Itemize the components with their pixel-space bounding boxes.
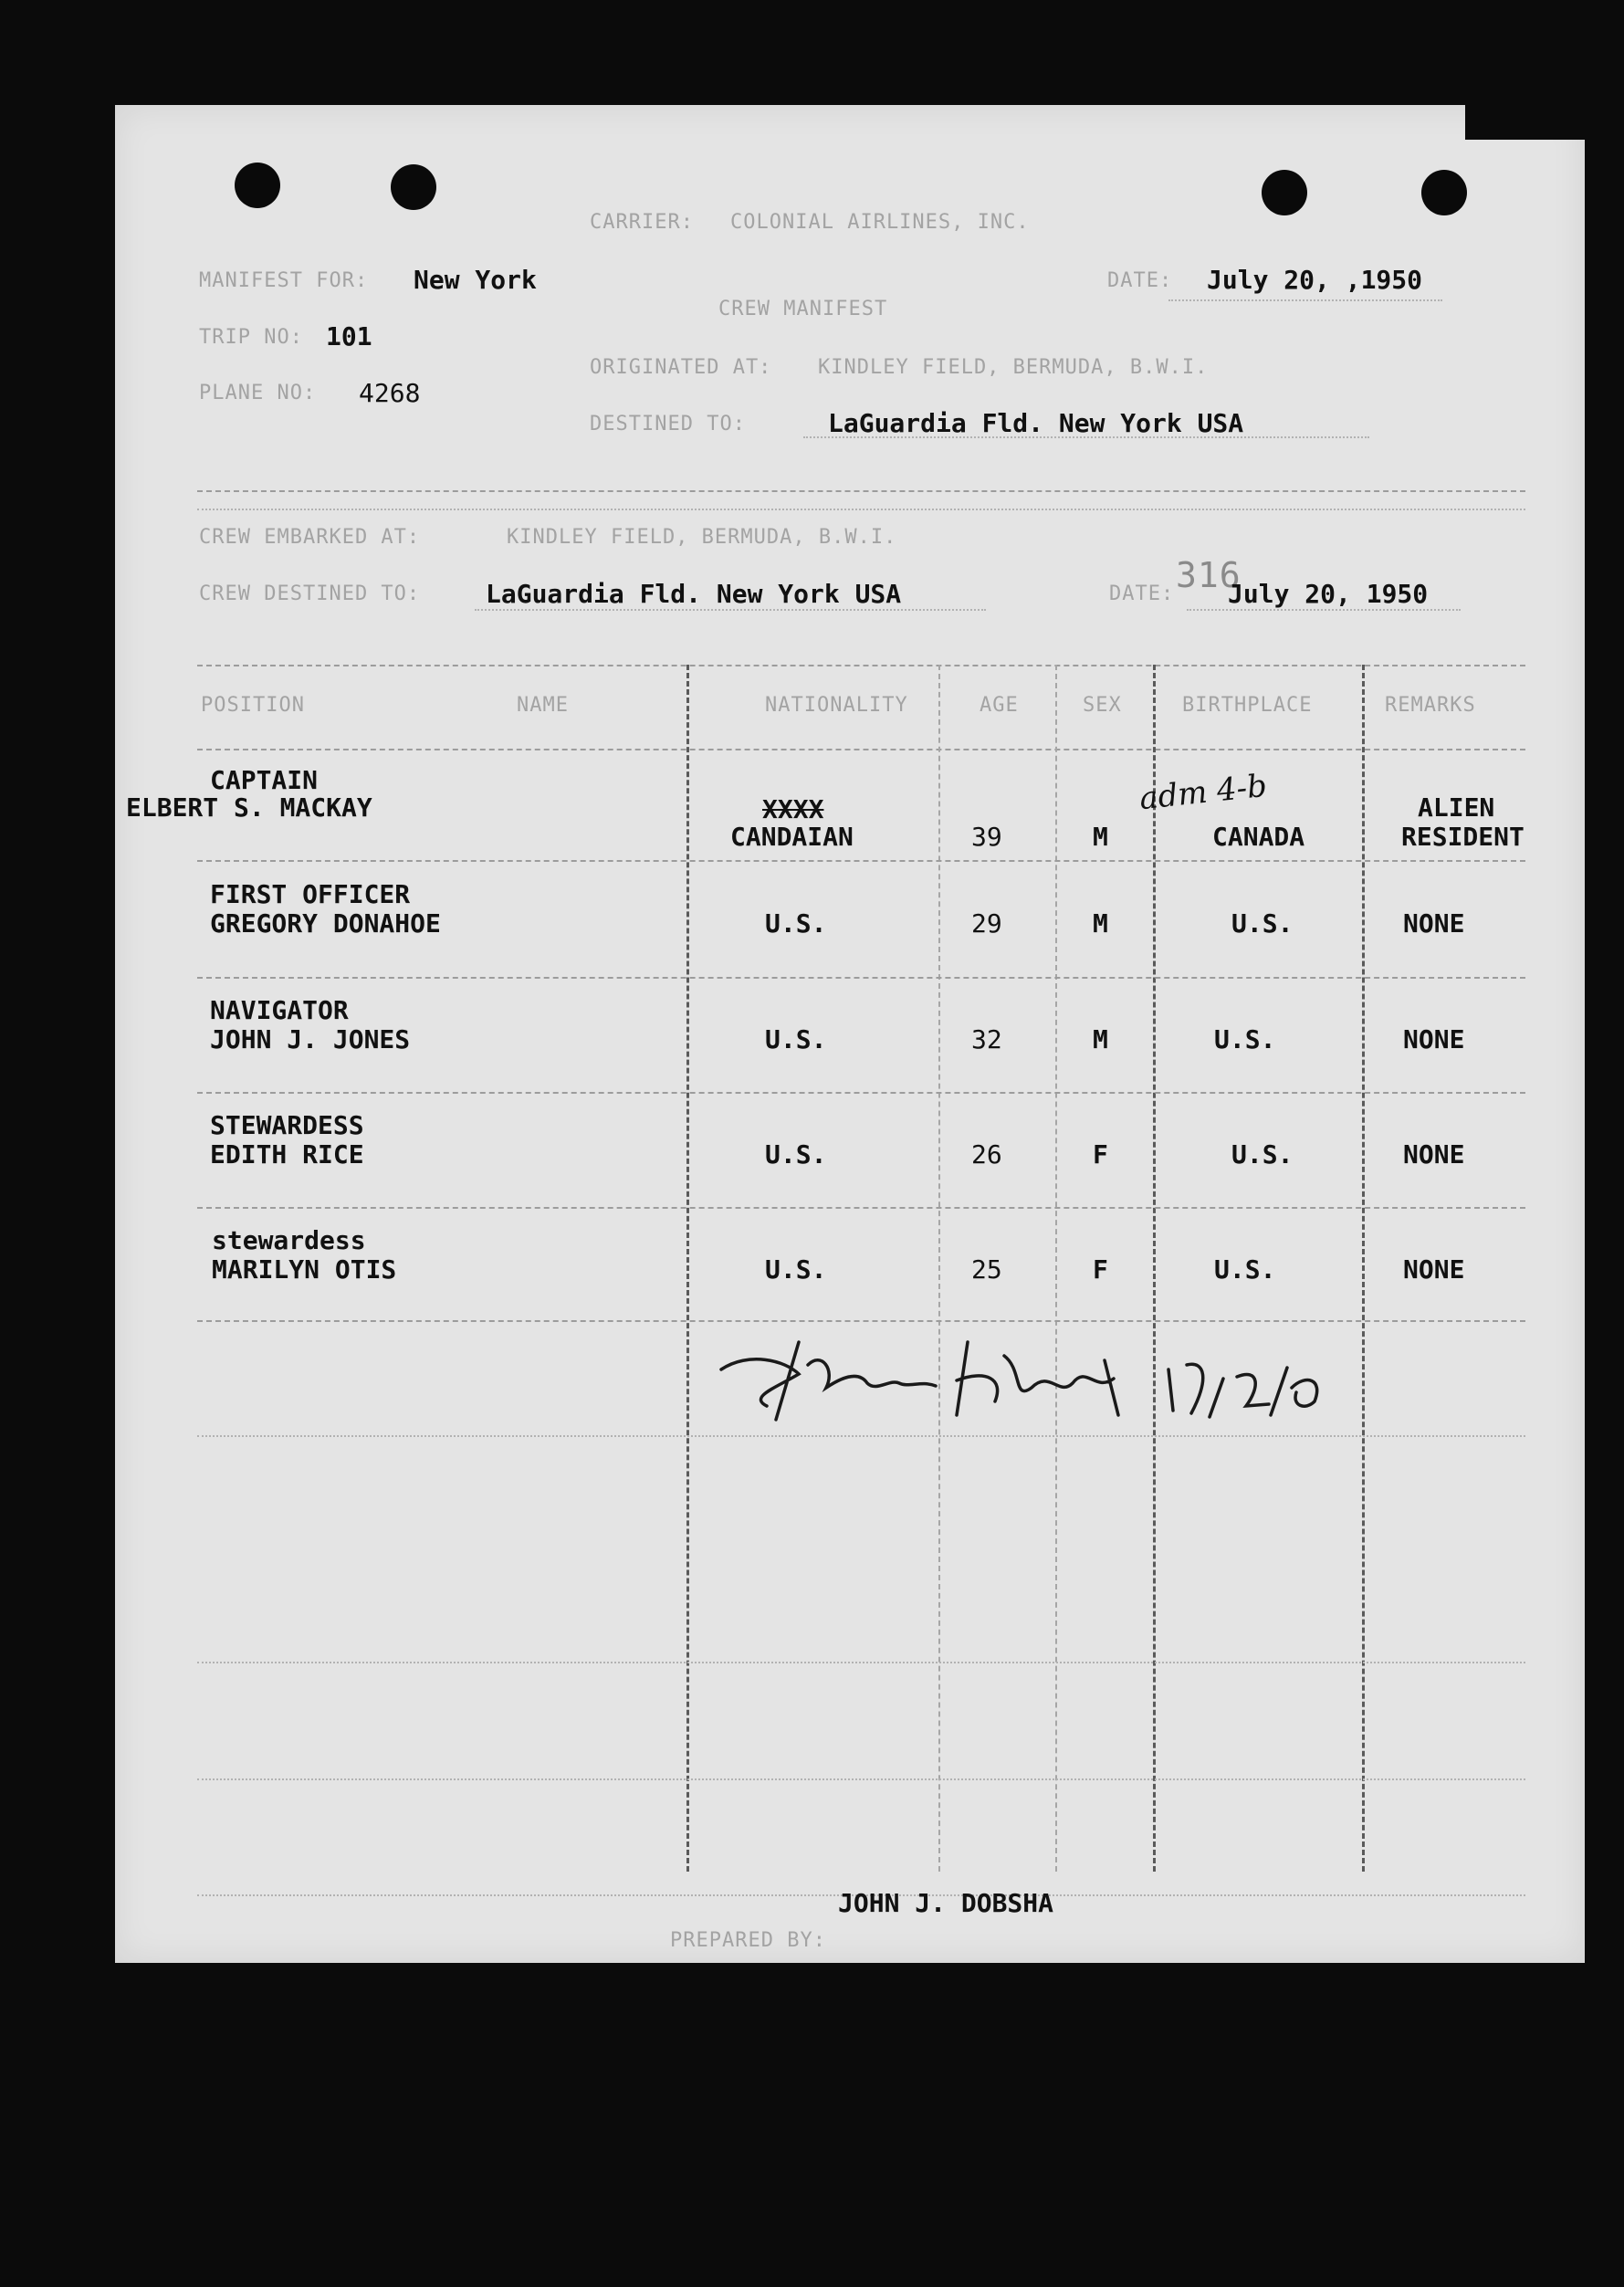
row-nationality: U.S. <box>765 908 827 939</box>
crew-date-underline <box>1187 609 1461 611</box>
section-divider <box>197 509 1525 510</box>
row-remarks: NONE <box>1403 1254 1465 1285</box>
handwritten-annotation: adm 4-b <box>1137 767 1269 818</box>
row-birthplace: CANADA <box>1212 822 1305 852</box>
crew-date-value: July 20, 1950 <box>1228 579 1429 609</box>
preparer-name: JOHN J. DOBSHA <box>838 1888 1054 1918</box>
table-top-rule <box>197 665 1525 666</box>
row-name: EDITH RICE <box>210 1139 364 1170</box>
row-rule <box>197 1662 1525 1663</box>
row-age: 32 <box>971 1024 1002 1054</box>
row-remarks-2: RESIDENT <box>1401 822 1524 852</box>
crew-destined-value: LaGuardia Fld. New York USA <box>486 579 902 609</box>
prepared-by-label: PREPARED BY: <box>670 1929 826 1952</box>
row-sex: M <box>1093 822 1108 852</box>
crew-embarked-value: KINDLEY FIELD, BERMUDA, B.W.I. <box>507 526 897 549</box>
stamp-number: 316 <box>1176 555 1242 595</box>
row-name: GREGORY DONAHOE <box>210 908 441 939</box>
row-sex: M <box>1093 1024 1108 1054</box>
destined-label: DESTINED TO: <box>590 413 746 435</box>
row-name: ELBERT S. MACKAY <box>126 792 372 823</box>
punch-hole <box>235 163 280 208</box>
column-divider <box>1153 665 1156 1872</box>
row-nationality: U.S. <box>765 1139 827 1170</box>
row-nationality: CANDAIAN <box>730 822 854 852</box>
row-position: NAVIGATOR <box>210 995 349 1025</box>
row-position: STEWARDESS <box>210 1110 364 1140</box>
row-birthplace: U.S. <box>1231 1139 1294 1170</box>
header-rule <box>197 749 1525 750</box>
plane-label: PLANE NO: <box>199 382 317 404</box>
punch-hole <box>1262 170 1307 215</box>
row-position: stewardess <box>212 1225 366 1255</box>
header-birthplace: BIRTHPLACE <box>1182 694 1313 717</box>
manifest-for-value: New York <box>414 265 537 295</box>
header-remarks: REMARKS <box>1385 694 1476 717</box>
trip-value: 101 <box>326 321 372 351</box>
date-label: DATE: <box>1107 269 1173 292</box>
row-rule <box>197 1435 1525 1437</box>
row-sex: F <box>1093 1139 1108 1170</box>
row-name: JOHN J. JONES <box>210 1024 411 1054</box>
row-name: MARILYN OTIS <box>212 1254 397 1285</box>
trip-label: TRIP NO: <box>199 326 303 349</box>
row-remarks: NONE <box>1403 1139 1465 1170</box>
row-rule <box>197 1778 1525 1780</box>
carrier-name: COLONIAL AIRLINES, INC. <box>730 211 1030 234</box>
manifest-for-label: MANIFEST FOR: <box>199 269 369 292</box>
row-remarks: NONE <box>1403 908 1465 939</box>
row-rule <box>197 860 1525 862</box>
row-birthplace: U.S. <box>1231 908 1294 939</box>
punch-hole <box>391 164 436 210</box>
crew-destined-underline <box>475 609 986 611</box>
row-sex: M <box>1093 908 1108 939</box>
row-nationality-struck: XXXX <box>762 794 824 824</box>
date-underline <box>1168 299 1442 301</box>
row-rule <box>197 1092 1525 1094</box>
destined-underline <box>803 436 1369 438</box>
row-birthplace: U.S. <box>1214 1024 1276 1054</box>
header-position: POSITION <box>201 694 305 717</box>
column-divider <box>1362 665 1365 1872</box>
row-remarks: NONE <box>1403 1024 1465 1054</box>
page-edge-tab <box>1465 105 1585 140</box>
document-title: CREW MANIFEST <box>718 298 888 320</box>
row-remarks-1: ALIEN <box>1418 792 1495 823</box>
column-divider <box>938 665 940 1872</box>
destined-value: LaGuardia Fld. New York USA <box>828 408 1244 438</box>
header-nationality: NATIONALITY <box>765 694 908 717</box>
column-divider <box>1055 665 1057 1872</box>
originated-label: ORIGINATED AT: <box>590 356 772 379</box>
row-nationality: U.S. <box>765 1254 827 1285</box>
punch-hole <box>1421 170 1467 215</box>
row-age: 39 <box>971 822 1002 852</box>
row-nationality: U.S. <box>765 1024 827 1054</box>
plane-value: 4268 <box>359 378 421 408</box>
originated-value: KINDLEY FIELD, BERMUDA, B.W.I. <box>818 356 1209 379</box>
crew-destined-label: CREW DESTINED TO: <box>199 582 421 605</box>
header-name: NAME <box>517 694 569 717</box>
crew-date-label: DATE: <box>1109 582 1175 605</box>
row-position: CAPTAIN <box>210 765 319 795</box>
row-rule <box>197 977 1525 979</box>
row-age: 25 <box>971 1254 1002 1285</box>
section-divider <box>197 490 1525 492</box>
crew-embarked-label: CREW EMBARKED AT: <box>199 526 421 549</box>
row-position: FIRST OFFICER <box>210 879 411 909</box>
date-value: July 20, ,1950 <box>1207 265 1423 295</box>
row-birthplace: U.S. <box>1214 1254 1276 1285</box>
column-divider <box>686 665 689 1872</box>
carrier-label: CARRIER: <box>590 211 694 234</box>
row-sex: F <box>1093 1254 1108 1285</box>
row-rule <box>197 1207 1525 1209</box>
header-sex: SEX <box>1083 694 1122 717</box>
row-age: 26 <box>971 1139 1002 1170</box>
header-age: AGE <box>980 694 1019 717</box>
row-age: 29 <box>971 908 1002 939</box>
